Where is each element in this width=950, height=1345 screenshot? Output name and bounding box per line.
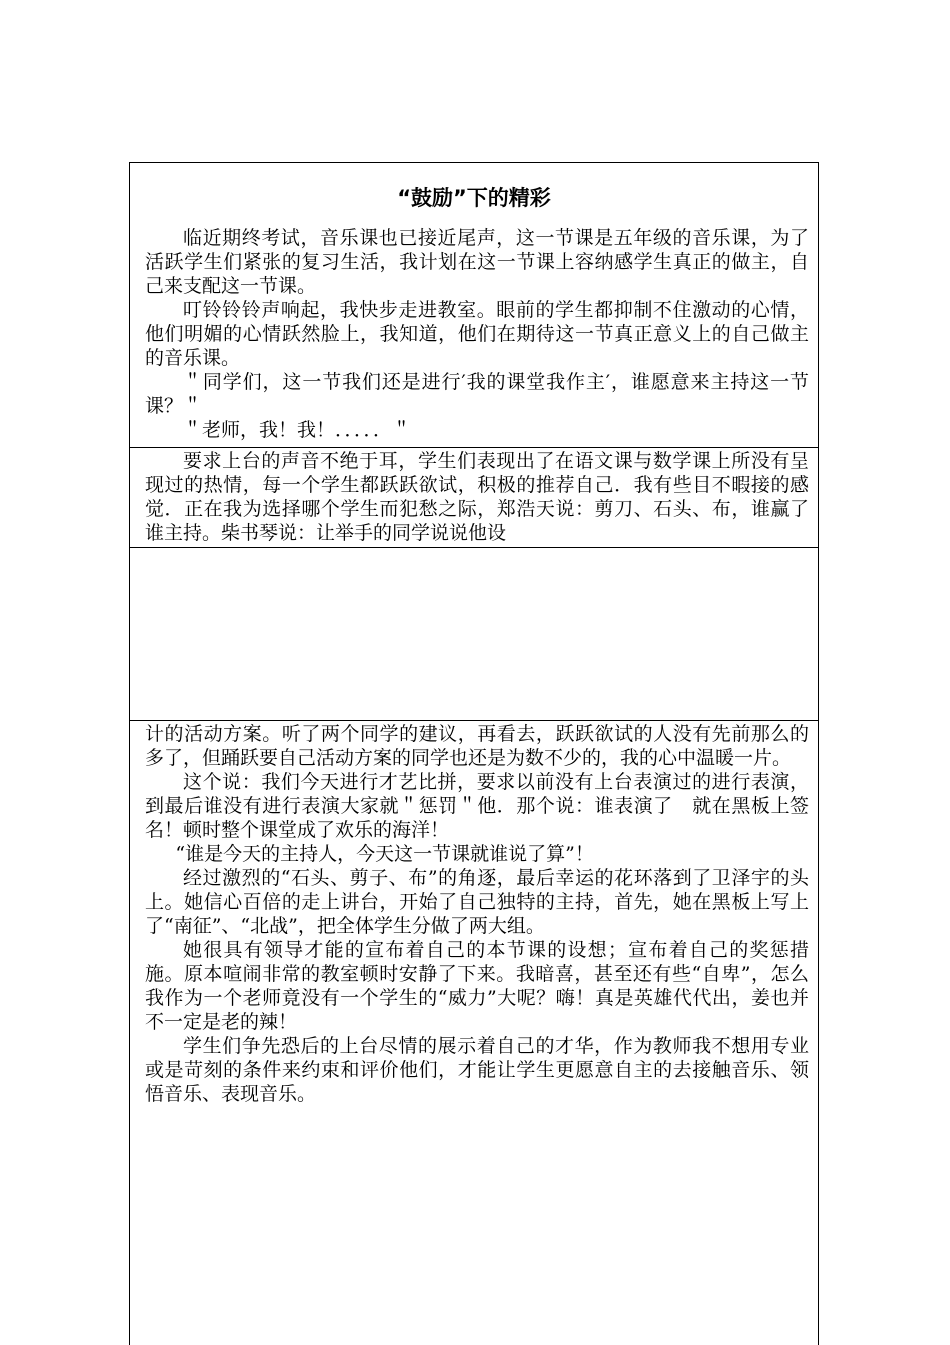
document-title: “鼓励”下的精彩: [397, 186, 551, 210]
table-row-divider-2: [129, 547, 819, 548]
table-cell-2: [145, 449, 809, 546]
paragraph: “谁是今天的主持人，今天这一节课就谁说了算”！: [175, 843, 594, 865]
table-cell-1: [145, 226, 809, 446]
paragraph: 要求上台的声音不绝于耳，学生们表现出了在语文课与数学课上所没有呈现过的热情，每一个学生都跃跃欲试，积极的推荐自己．我有些目不暇接的感觉．正在我为选择哪个学生而犯愁之际，郑浩天说：剪刀、石头、布，谁赢了谁主持。柴书琴说：让举手的同学说说他设: [145, 450, 809, 544]
paragraph: 经过激烈的“石头、剪子、布”的角逐，最后幸运的花环落到了卫泽宇的头上。她信心百倍的走上讲台，开始了自己独特的主持，首先，她在黑板上写上了“南征”、“北战”，把全体学生分做了两大组。: [145, 867, 809, 937]
paragraph: 这个说：我们今天进行才艺比拼，要求以前没有上台表演过的进行表演，到最后谁没有进行表演大家就＂惩罚＂他．那个说：谁表演了 就在黑板上签名！顿时整个课堂成了欢乐的海洋！: [145, 771, 809, 841]
paragraph: 学生们争先恐后的上台尽情的展示着自己的才华，作为教师我不想用专业或是苛刻的条件来约束和评价他们，才能让学生更愿意自主的去接触音乐、领悟音乐、表现音乐。: [145, 1035, 809, 1105]
paragraph: 叮铃铃铃声响起，我快步走进教室。眼前的学生都抑制不住激动的心情，他们明媚的心情跃然脸上，我知道，他们在期待这一节真正意义上的自己做主的音乐课。: [145, 299, 809, 369]
paragraph: ＂老师，我！我！．．．．．＂: [183, 419, 412, 441]
paragraph: 她很具有领导才能的宣布着自己的本节课的设想；宣布着自己的奖惩措施。原本喧闹非常的教室顿时安静了下来。我暗喜，甚至还有些“自卑”，怎么我作为一个老师竟没有一个学生的“威力”大呢？嗨！真是英雄代代出，姜也并不一定是老的辣！: [145, 939, 809, 1033]
table-cell-4: [145, 722, 809, 1162]
paragraph: 临近期终考试，音乐课也已接近尾声，这一节课是五年级的音乐课，为了活跃学生们紧张的复习生活，我计划在这一节课上容纳感学生真正的做主，自己来支配这一节课。: [145, 227, 809, 297]
paragraph: 计的活动方案。听了两个同学的建议，再看去，跃跃欲试的人没有先前那么的多了，但踊跃要自己活动方案的同学也还是为数不少的，我的心中温暖一片。: [145, 723, 809, 769]
paragraph: ＂同学们，这一节我们还是进行′我的课堂我作主′，谁愿意来主持这一节课？＂: [145, 371, 809, 417]
table-row-divider-3: [129, 720, 819, 721]
table-row-divider-1: [129, 447, 819, 448]
